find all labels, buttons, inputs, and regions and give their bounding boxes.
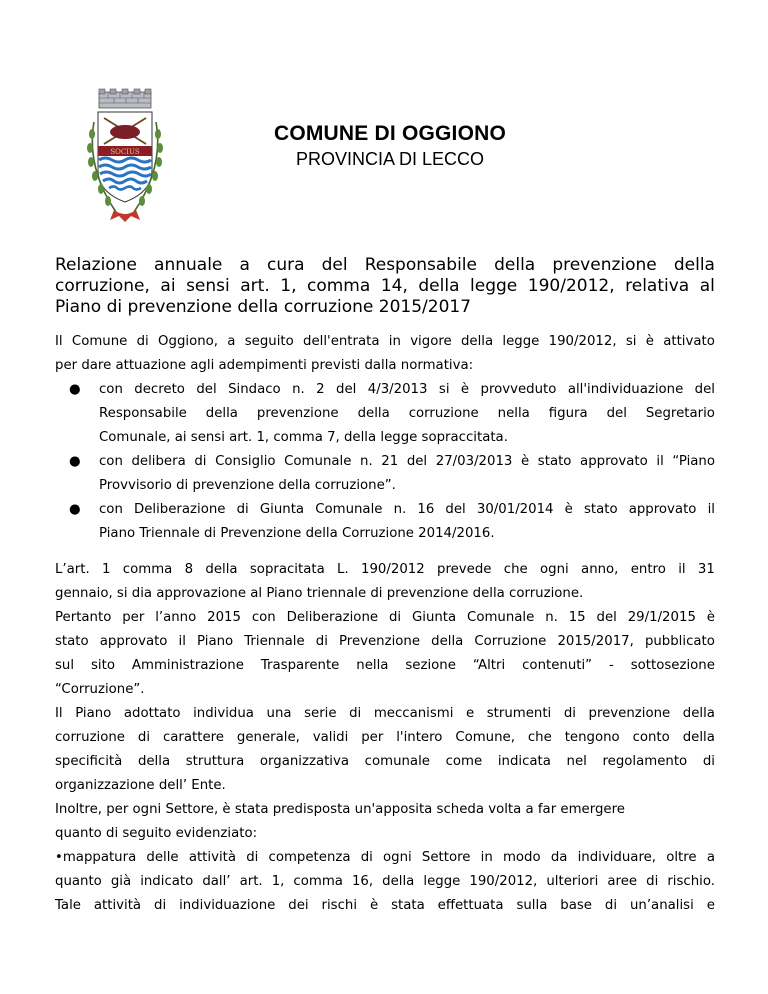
word: del xyxy=(196,382,217,397)
word: 1 xyxy=(102,562,111,577)
word: generale, xyxy=(236,730,300,745)
word: è xyxy=(460,382,470,397)
list-item xyxy=(55,450,715,474)
document-body xyxy=(55,330,715,918)
word: è xyxy=(706,610,715,625)
word: Comunale xyxy=(315,502,383,517)
word: stata xyxy=(391,898,425,913)
word: Oggiono, xyxy=(158,334,218,349)
word: sensi xyxy=(186,276,230,296)
word: e xyxy=(465,706,475,721)
word: aree xyxy=(607,874,638,889)
word: rischi xyxy=(321,898,358,913)
word: a xyxy=(227,334,236,349)
body-line xyxy=(55,606,715,630)
word: una xyxy=(266,706,292,721)
municipal-crest-logo xyxy=(86,88,164,228)
word: Comune xyxy=(71,334,128,349)
word: con xyxy=(99,382,123,397)
word: il xyxy=(678,562,686,577)
word: del xyxy=(321,255,348,275)
word: delle xyxy=(146,850,179,865)
body-line: gennaio, si dia approvazione al Piano triennale di prevenzione della corruzione. xyxy=(55,586,584,601)
word: specificità xyxy=(55,754,123,769)
word: comma xyxy=(122,562,173,577)
bullet-icon: ● xyxy=(69,502,81,517)
word: della xyxy=(137,754,171,769)
word: rischio. xyxy=(667,874,715,889)
word: seguito xyxy=(244,334,294,349)
word: quanto xyxy=(55,874,102,889)
word: il xyxy=(656,454,664,469)
body-line xyxy=(55,894,715,918)
word: di xyxy=(154,898,167,913)
word: dall’ xyxy=(202,874,231,889)
letterhead xyxy=(240,122,540,170)
word: del xyxy=(606,406,627,421)
word: serie xyxy=(304,706,337,721)
word: prevenzione xyxy=(588,706,671,721)
word: per xyxy=(361,730,384,745)
word: contenuti” xyxy=(522,658,593,673)
word: del xyxy=(406,454,428,469)
word: di xyxy=(137,730,151,745)
word: annuale xyxy=(154,255,223,275)
word: del xyxy=(336,382,357,397)
word: 2 xyxy=(316,382,325,397)
word: validi xyxy=(312,730,349,745)
body-line: organizzazione dell’ Ente. xyxy=(55,778,226,793)
word: un’analisi xyxy=(629,898,694,913)
word: art. xyxy=(240,276,270,296)
word: sopracitata xyxy=(249,562,325,577)
word: sito xyxy=(91,658,115,673)
word: è xyxy=(564,502,573,517)
word: modo xyxy=(502,850,541,865)
title-line: Piano di prevenzione della corruzione 2015/2017 xyxy=(55,297,472,317)
word: della xyxy=(673,255,715,275)
word: Giunta xyxy=(259,502,305,517)
word: prevenzione xyxy=(552,255,657,275)
word: legge xyxy=(423,874,461,889)
word: comma xyxy=(307,276,371,296)
word: prevede xyxy=(437,562,492,577)
word: che xyxy=(527,730,552,745)
word: cura xyxy=(266,255,305,275)
word: comunale xyxy=(364,754,430,769)
word: corruzione, xyxy=(55,276,150,296)
word: approvato xyxy=(99,634,168,649)
word: n. xyxy=(360,454,373,469)
word: legge xyxy=(470,276,518,296)
word: 16 xyxy=(417,502,435,517)
word: 30/01/2014 xyxy=(476,502,554,517)
word: è xyxy=(369,898,379,913)
word: nella xyxy=(497,406,530,421)
word: del xyxy=(445,502,466,517)
word: dei xyxy=(288,898,309,913)
word: figura xyxy=(548,406,588,421)
body-line xyxy=(55,702,715,726)
word: con xyxy=(99,454,123,469)
word: 8 xyxy=(184,562,194,577)
body-line: Inoltre, per ogni Settore, è stata predisposta un'apposita scheda volta a far emergere xyxy=(55,802,625,817)
word: decreto xyxy=(134,382,185,397)
word: Comunale xyxy=(284,454,352,469)
word: competenza xyxy=(268,850,351,865)
word: della xyxy=(431,634,464,649)
word: 31 xyxy=(697,562,715,577)
word: Piano xyxy=(75,706,112,721)
word: struttura xyxy=(185,754,245,769)
word: L’art. xyxy=(55,562,90,577)
word: ogni xyxy=(383,850,412,865)
word: 2015/2017, xyxy=(557,634,634,649)
document-title xyxy=(55,255,715,318)
word: - xyxy=(608,658,614,673)
provincia-name: PROVINCIA DI LECCO xyxy=(295,149,485,169)
word: 1, xyxy=(271,874,285,889)
word: di xyxy=(563,706,576,721)
word: di xyxy=(360,850,373,865)
word: individuazione xyxy=(179,898,276,913)
word: organizzativa xyxy=(259,754,350,769)
word: di xyxy=(388,610,402,625)
word: carattere xyxy=(162,730,224,745)
word: sulla xyxy=(516,898,548,913)
word: anno, xyxy=(581,562,619,577)
body-line xyxy=(55,558,715,582)
word: nella xyxy=(356,658,389,673)
word: Sindaco xyxy=(228,382,281,397)
word: Amministrazione xyxy=(131,658,244,673)
word: il xyxy=(178,634,186,649)
word: di xyxy=(349,706,362,721)
word: 2015 xyxy=(207,610,241,625)
word: in xyxy=(388,334,401,349)
word: meccanismi xyxy=(373,706,454,721)
body-line: quanto di seguito evidenziato: xyxy=(55,826,258,841)
word: individua xyxy=(193,706,254,721)
word: provveduto xyxy=(480,382,557,397)
word: Responsabile xyxy=(364,255,477,275)
word: attività xyxy=(188,850,237,865)
body-line: “Corruzione”. xyxy=(55,682,145,697)
word: vigore xyxy=(410,334,452,349)
word: base xyxy=(560,898,592,913)
word: di xyxy=(646,874,659,889)
word: Settore xyxy=(421,850,471,865)
word: della xyxy=(682,730,715,745)
word: delibera xyxy=(131,454,186,469)
word: 16, xyxy=(351,874,374,889)
word: Tale xyxy=(55,898,81,913)
word: relativa xyxy=(625,276,690,296)
word: in xyxy=(480,850,493,865)
word: strumenti xyxy=(486,706,552,721)
word: con xyxy=(99,502,123,517)
word: e xyxy=(706,898,715,913)
word: Relazione xyxy=(55,255,137,275)
word: 190/2012 xyxy=(361,562,425,577)
word: sottosezione xyxy=(630,658,715,673)
word: Il xyxy=(55,334,63,349)
word: dell'entrata xyxy=(303,334,380,349)
body-line: per dare attuazione agli adempimenti previsti dalla normativa: xyxy=(55,358,474,373)
word: L. xyxy=(337,562,349,577)
word: Triennale xyxy=(244,634,305,649)
word: 29/1/2015 xyxy=(627,610,696,625)
word: è xyxy=(645,334,654,349)
word: di xyxy=(702,754,715,769)
word: Prevenzione xyxy=(338,634,421,649)
word: nel xyxy=(566,754,587,769)
word: corruzione xyxy=(408,406,479,421)
word: con xyxy=(251,610,276,625)
word: di xyxy=(315,634,328,649)
word: della xyxy=(460,334,494,349)
word: 4/3/2013 xyxy=(367,382,428,397)
word: stato xyxy=(583,502,618,517)
word: per xyxy=(122,610,145,625)
word: della xyxy=(682,706,715,721)
word: Corruzione xyxy=(474,634,547,649)
body-line xyxy=(55,750,715,774)
title-line xyxy=(55,255,715,276)
word: sul xyxy=(55,658,75,673)
word: si xyxy=(625,334,637,349)
body-line xyxy=(55,870,715,894)
word: l'intero xyxy=(396,730,443,745)
word: stato xyxy=(55,634,89,649)
word: n. xyxy=(393,502,407,517)
word: di xyxy=(194,454,207,469)
word: ai xyxy=(160,276,176,296)
word: indicato xyxy=(140,874,194,889)
body-line xyxy=(55,846,715,870)
word: effettuata xyxy=(437,898,504,913)
word: si xyxy=(438,382,450,397)
word: Giunta xyxy=(411,610,457,625)
word: l’anno xyxy=(155,610,197,625)
word: regolamento xyxy=(602,754,688,769)
word: del xyxy=(596,610,617,625)
word: 27/03/2013 xyxy=(435,454,513,469)
word: art. xyxy=(239,874,263,889)
word: della xyxy=(205,406,238,421)
word: 1, xyxy=(280,276,297,296)
word: 14, xyxy=(380,276,408,296)
word: di xyxy=(246,850,259,865)
word: Trasparente xyxy=(260,658,340,673)
word: del xyxy=(694,382,715,397)
body-line xyxy=(55,330,715,354)
list-item xyxy=(55,498,715,522)
word: 21 xyxy=(381,454,399,469)
word: 190/2012, xyxy=(548,334,617,349)
word: ulteriori xyxy=(546,874,599,889)
word: di xyxy=(604,898,618,913)
word: ogni xyxy=(540,562,569,577)
word: Piano xyxy=(197,634,234,649)
word: che xyxy=(503,562,528,577)
word: approvato xyxy=(628,502,697,517)
word: n. xyxy=(545,610,558,625)
word: oltre xyxy=(666,850,697,865)
word: corruzione xyxy=(55,730,125,745)
word: “Piano xyxy=(672,454,715,469)
word: a xyxy=(239,255,250,275)
word: di xyxy=(136,334,149,349)
word: Responsabile xyxy=(99,406,187,421)
word: al xyxy=(699,276,715,296)
bullet-icon: ● xyxy=(69,382,81,397)
word: 15 xyxy=(568,610,586,625)
word: adottato xyxy=(123,706,181,721)
word: all'individuazione xyxy=(567,382,684,397)
list-item xyxy=(55,378,715,402)
word: della xyxy=(382,874,415,889)
word: attività xyxy=(93,898,142,913)
word: della xyxy=(418,276,460,296)
word: della xyxy=(205,562,238,577)
word: come xyxy=(445,754,483,769)
bullet-list: ● con decreto del Sindaco n. 2 del 4/3/2013 si è provveduto all'individuazione del Responsabile della prevenzione della corruzione nella figura del Segretario Comunale, ai sensi art. 1, comma 7, della legge sopraccitata. ● con delibera di Consiglio Comunale n. 21 del 27/03/2013 è stato approvato il “Piano Provvisorio di prevenzione della corruzione”. ● con Deliberazione di Giunta Comunale n. 16 del 30/01/2014 è stato approvato il Piano Triennale di Prevenzione della Corruzione 2014/2016. xyxy=(55,378,715,546)
word: stato xyxy=(537,454,572,469)
word: Deliberazione xyxy=(286,610,379,625)
word: 190/2012, xyxy=(469,874,538,889)
word: comma xyxy=(293,874,343,889)
word: Deliberazione xyxy=(134,502,226,517)
word: Segretario xyxy=(645,406,715,421)
word: Comunale xyxy=(467,610,535,625)
word: della xyxy=(357,406,390,421)
body-line xyxy=(55,726,715,750)
comune-name: COMUNE DI OGGIONO xyxy=(273,122,507,145)
word: il xyxy=(707,502,715,517)
word: prevenzione xyxy=(256,406,339,421)
title-line xyxy=(55,276,715,297)
word: della xyxy=(494,255,536,275)
word: pubblicato xyxy=(644,634,715,649)
word: legge xyxy=(502,334,540,349)
word: è xyxy=(521,454,530,469)
word: già xyxy=(110,874,132,889)
bullet-icon: ● xyxy=(69,454,81,469)
crest-motto: SOCIUS xyxy=(110,148,140,156)
word: attivato xyxy=(663,334,715,349)
word: •mappatura xyxy=(55,850,137,865)
word: Consiglio xyxy=(215,454,276,469)
word: tengono xyxy=(564,730,620,745)
body-line xyxy=(55,654,715,678)
word: 190/2012, xyxy=(527,276,615,296)
word: entro xyxy=(630,562,666,577)
word: Pertanto xyxy=(55,610,112,625)
word: n. xyxy=(292,382,305,397)
word: individuare, xyxy=(577,850,657,865)
word: Il xyxy=(55,706,63,721)
word: di xyxy=(236,502,249,517)
word: da xyxy=(550,850,568,865)
word: “Altri xyxy=(472,658,506,673)
word: a xyxy=(706,850,715,865)
word: indicata xyxy=(497,754,551,769)
word: conto xyxy=(632,730,670,745)
body-line xyxy=(55,630,715,654)
word: Comune, xyxy=(455,730,515,745)
word: sezione xyxy=(405,658,456,673)
word: approvato xyxy=(580,454,648,469)
